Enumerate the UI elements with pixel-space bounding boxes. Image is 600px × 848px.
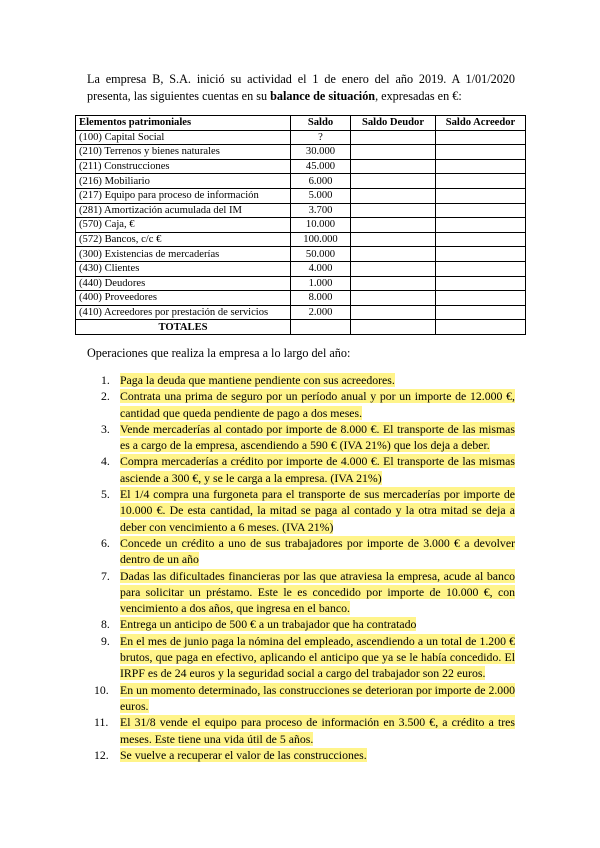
cell-saldo-acreedor [436,218,526,233]
operation-item [87,616,515,632]
operation-text: El 31/8 vende el equipo para proceso de información en 3.500 €, a crédito a tres meses. Este tiene una vida útil de 5 años. [120,715,515,746]
cell-elemento: (572) Bancos, c/c € [76,232,291,247]
table-row [76,305,526,320]
operation-text: En un momento determinado, las construcciones se deterioran por importe de 2.000 euros. [120,682,515,713]
table-row [76,247,526,262]
cell-saldo: 5.000 [291,188,351,203]
cell-saldo-acreedor [436,130,526,145]
operation-item [87,486,515,535]
cell-saldo-deudor [351,188,436,203]
cell-saldo-deudor [351,159,436,174]
totals-row [76,320,526,335]
table-row [76,145,526,160]
header-saldo: Saldo [291,116,351,131]
table-header-row [76,116,526,131]
table-row [76,159,526,174]
cell-saldo-deudor [351,174,436,189]
table-row [76,276,526,291]
totals-label: TOTALES [76,320,291,335]
cell-saldo-deudor [351,247,436,262]
header-elementos: Elementos patrimoniales [76,116,291,131]
header-saldo-acreedor: Saldo Acreedor [436,116,526,131]
operation-text: Compra mercaderías a crédito por importe de 4.000 €. El transporte de las mismas asciende a 300 €, y se le carga a la empresa. (IVA 21%) [120,454,515,485]
cell-saldo: 45.000 [291,159,351,174]
operation-text: En el mes de junio paga la nómina del empleado, ascendiendo a un total de 1.200 € brutos, que paga en efectivo, aplicando el anticipo que ya se le había concedido. El IRPF es de 24 euros y la seguridad social a cargo del trabajador son 22 euros. [120,633,515,681]
intro-paragraph [87,71,515,105]
cell-elemento: (430) Clientes [76,261,291,276]
table-row [76,188,526,203]
operation-item [87,535,515,568]
cell-saldo: 1.000 [291,276,351,291]
cell-saldo-deudor [351,232,436,247]
operation-text: Dadas las dificultades financieras por las que atraviesa la empresa, acude al banco para solicitar un préstamo. Este le es concedido por importe de 10.000 €, con vencimiento a dos años, que ingresa en el banco. [120,568,515,616]
cell-saldo-acreedor [436,305,526,320]
operation-item [87,388,515,421]
cell-elemento: (300) Existencias de mercaderías [76,247,291,262]
totals-deudor [351,320,436,335]
cell-saldo-deudor [351,305,436,320]
table-body [76,130,526,320]
cell-saldo-acreedor [436,276,526,291]
cell-saldo-deudor [351,261,436,276]
cell-elemento: (210) Terrenos y bienes naturales [76,145,291,160]
cell-elemento: (570) Caja, € [76,218,291,233]
cell-elemento: (281) Amortización acumulada del IM [76,203,291,218]
cell-saldo-acreedor [436,291,526,306]
cell-elemento: (100) Capital Social [76,130,291,145]
cell-saldo-deudor [351,276,436,291]
cell-saldo: 4.000 [291,261,351,276]
cell-saldo-deudor [351,145,436,160]
cell-saldo: 30.000 [291,145,351,160]
operation-item [87,453,515,486]
operations-title: Operaciones que realiza la empresa a lo largo del año: [87,346,351,360]
cell-saldo-acreedor [436,159,526,174]
operations-list [87,372,515,763]
intro-bold: balance de situación [270,89,376,103]
operation-text: Concede un crédito a uno de sus trabajadores por importe de 3.000 € a devolver dentro de un año [120,535,515,567]
operation-item [87,421,515,454]
operation-number: 2. [101,389,110,404]
operation-text: Paga la deuda que mantiene pendiente con sus acreedores. [120,373,395,387]
cell-saldo: 100.000 [291,232,351,247]
operation-text: Entrega un anticipo de 500 € a un trabajador que ha contratado [120,617,417,632]
operation-text: Vende mercaderías al contado por importe de 8.000 €. El transporte de las mismas es a cargo de la empresa, ascendiendo a 590 € (IVA 21%) que los deja a deber. [120,421,515,453]
table-row [76,232,526,247]
cell-elemento: (217) Equipo para proceso de información [76,188,291,203]
operation-number: 3. [101,421,110,436]
cell-saldo-deudor [351,291,436,306]
operation-number: 4. [101,454,110,469]
operation-text: Contrata una prima de seguro por un período anual y por un importe de 12.000 €, cantidad que queda pendiente de pago a dos meses. [120,389,515,420]
cell-elemento: (440) Deudores [76,276,291,291]
table-row [76,291,526,306]
cell-saldo-deudor [351,218,436,233]
operation-text: El 1/4 compra una furgoneta para el transporte de sus mercaderías por importe de 10.000 €. De esta cantidad, la mitad se paga al contado y la otra mitad se deja a deber con vencimiento a 6 meses. (IVA 21%) [120,487,515,534]
table-row [76,261,526,276]
intro-text-after: , expresadas en €: [375,89,462,103]
cell-saldo: 10.000 [291,218,351,233]
intro-text-before: La empresa B, S.A. inició su actividad el 1 de enero del año 2019. A 1/01/2020 presenta, las siguientes cuentas en su [87,72,515,103]
cell-saldo: 6.000 [291,174,351,189]
cell-elemento: (400) Proveedores [76,291,291,306]
table-row [76,203,526,218]
cell-saldo-deudor [351,203,436,218]
operation-item [87,633,515,682]
operation-item [87,568,515,617]
operation-number: 5. [101,487,110,502]
operation-number: 10. [94,682,109,697]
cell-saldo: 3.700 [291,203,351,218]
cell-elemento: (410) Acreedores por prestación de servicios [76,305,291,320]
cell-elemento: (211) Construcciones [76,159,291,174]
operation-text: Se vuelve a recuperar el valor de las construcciones. [120,747,367,762]
cell-saldo: ? [291,130,351,145]
cell-saldo-acreedor [436,232,526,247]
cell-saldo-acreedor [436,247,526,262]
cell-saldo: 2.000 [291,305,351,320]
operation-item [87,747,515,763]
operation-number: 11. [94,715,109,730]
table-row [76,130,526,145]
cell-saldo-acreedor [436,174,526,189]
operation-item [87,682,515,715]
cell-saldo-acreedor [436,261,526,276]
header-saldo-deudor: Saldo Deudor [351,116,436,131]
operation-item [87,372,515,388]
operation-number: 1. [101,373,110,387]
operation-number: 12. [94,747,109,762]
totals-acreedor [436,320,526,335]
operation-number: 7. [101,568,110,583]
operation-number: 9. [101,633,110,648]
cell-elemento: (216) Mobiliario [76,174,291,189]
cell-saldo-acreedor [436,145,526,160]
cell-saldo-acreedor [436,188,526,203]
cell-saldo: 50.000 [291,247,351,262]
operation-number: 6. [101,535,110,550]
table-row [76,218,526,233]
cell-saldo-deudor [351,130,436,145]
operation-item [87,714,515,747]
balance-table [75,115,526,335]
operation-number: 8. [101,617,110,632]
cell-saldo: 8.000 [291,291,351,306]
table-row [76,174,526,189]
cell-saldo-acreedor [436,203,526,218]
totals-saldo [291,320,351,335]
